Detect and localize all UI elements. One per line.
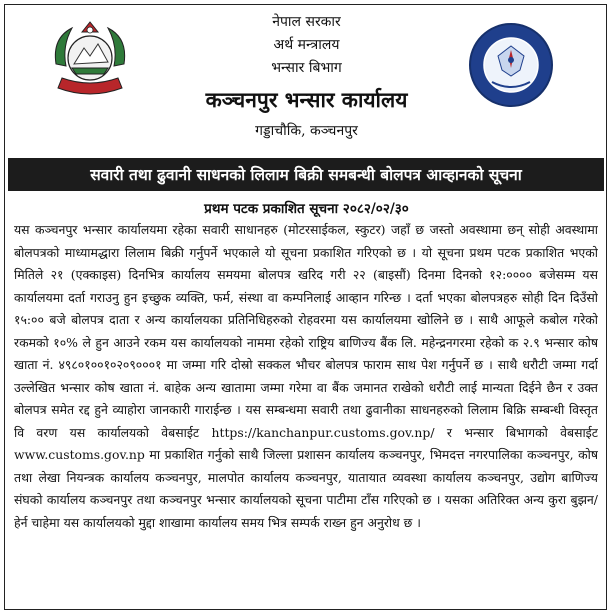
header-government: नेपाल सरकार: [272, 14, 341, 30]
notice-title-banner: सवारी तथा ढुवानी साधनको लिलाम बिक्री समबन्धी बोलपत्र आव्हानको सूचना: [8, 158, 604, 191]
header-address: गड्डाचौकि, कञ्चनपुर: [255, 123, 358, 139]
header-office-name: कञ्चनपुर भन्सार कार्यालय: [205, 87, 408, 112]
header-department: भन्सार बिभाग: [271, 60, 342, 76]
header-ministry: अर्थ मन्त्रालय: [273, 37, 340, 53]
notice-subtitle: प्रथम पटक प्रकाशित सूचना २०८२/०२/३०: [204, 201, 409, 217]
notice-body: यस कञ्चनपुर भन्सार कार्यालयमा रहेका सवारी साधानहरु (मोटरसाईकल, स्कुटर) जहाँ छ जस्तो अवस्थामा छन् सोही अवस्थामा बोलपत्रको माध्यामद्धारा लिलाम बिक्री गर्नुपर्ने भएकाले यो सूचना प्रकाशित गरिएको छ । यो सूचना प्रथम पटक प्रकाशित भएको मितिले २१ (एक्काइस) दिनभित्र कार्यालय समयमा बोलपत्र खरिद गरी २२ (बाइसौं) दिनमा दिनको १२:०००० बजेसम्म यस कार्यालयमा दर्ता गराउनु हुन इच्छुक व्यक्ति, फर्म, संस्था वा कम्पनिलाई आव्हान गरिन्छ । दर्ता भएका बोलपत्रहरु सोही दिन दिउँसो १५:०० बजे बोलपत्र दाता र अन्य कार्यालयका प्रतिनिधिहरुको रोहवरमा यस कार्यालयमा खोलिने छ । साथै आफूले कबोल गरेको रकमको १०% ले हुन आउने रकम यस कार्यालयको नाममा रहेको राष्ट्रिय बाणिज्य बैंक लि. महेन्द्रनगरमा रहेको क २.९ भन्सार कोष खाता नं. ४९८०१००१०२०९०००१ मा जम्मा गरि दोस्रो सक्कल भौचर बोलपत्र फाराम साथ पेश गर्नुपर्ने छ । साथै धरौटी जम्मा गर्दा उल्लेखित भन्सार कोष खाता नं. बाहेक अन्य खातामा जम्मा गरेमा वा बैंक जमानत राखेको धरौटी लाई मान्यता दिईने छैन र उक्त बोलपत्र समेत रद्द हुने व्याहोरा जानकारी गाराईन्छ । यस सम्बन्धमा सवारी तथा ढुवानीका साधनहरुको लिलाम बिक्रि सम्बन्धी विस्तृत वि वरण यस कार्यालयको वेबसाईट https://kanchanpur.customs.gov.np/ र भन्सार बिभागको वेबसाईट www.customs.gov.np मा प्रकाशित गर्नुको साथै जिल्ला प्रशासन कार्यालय कञ्चनपुर, भिमदत्त नगरपालिका कञ्चनपुर, कोष तथा लेखा नियन्त्रक कार्यालय कञ्चनपुर, मालपोत कार्यालय कञ्चनपुर, यातायात व्यवस्था कार्यालय कञ्चनपुर, उद्योग बाणिज्य संघको कार्यालय कञ्चनपुर तथा कञ्चनपुर भन्सार कार्यालयको सूचना पाटीमा टाँस गरिएको छ । यसका अतिरिक्त अन्य कुरा बुझन/हेर्न चाहेमा यस कार्यालयको मुद्दा शाखामा कार्यालय समय भित्र सम्पर्क राख्न हुन अनुरोध छ ।: [14, 222, 598, 530]
